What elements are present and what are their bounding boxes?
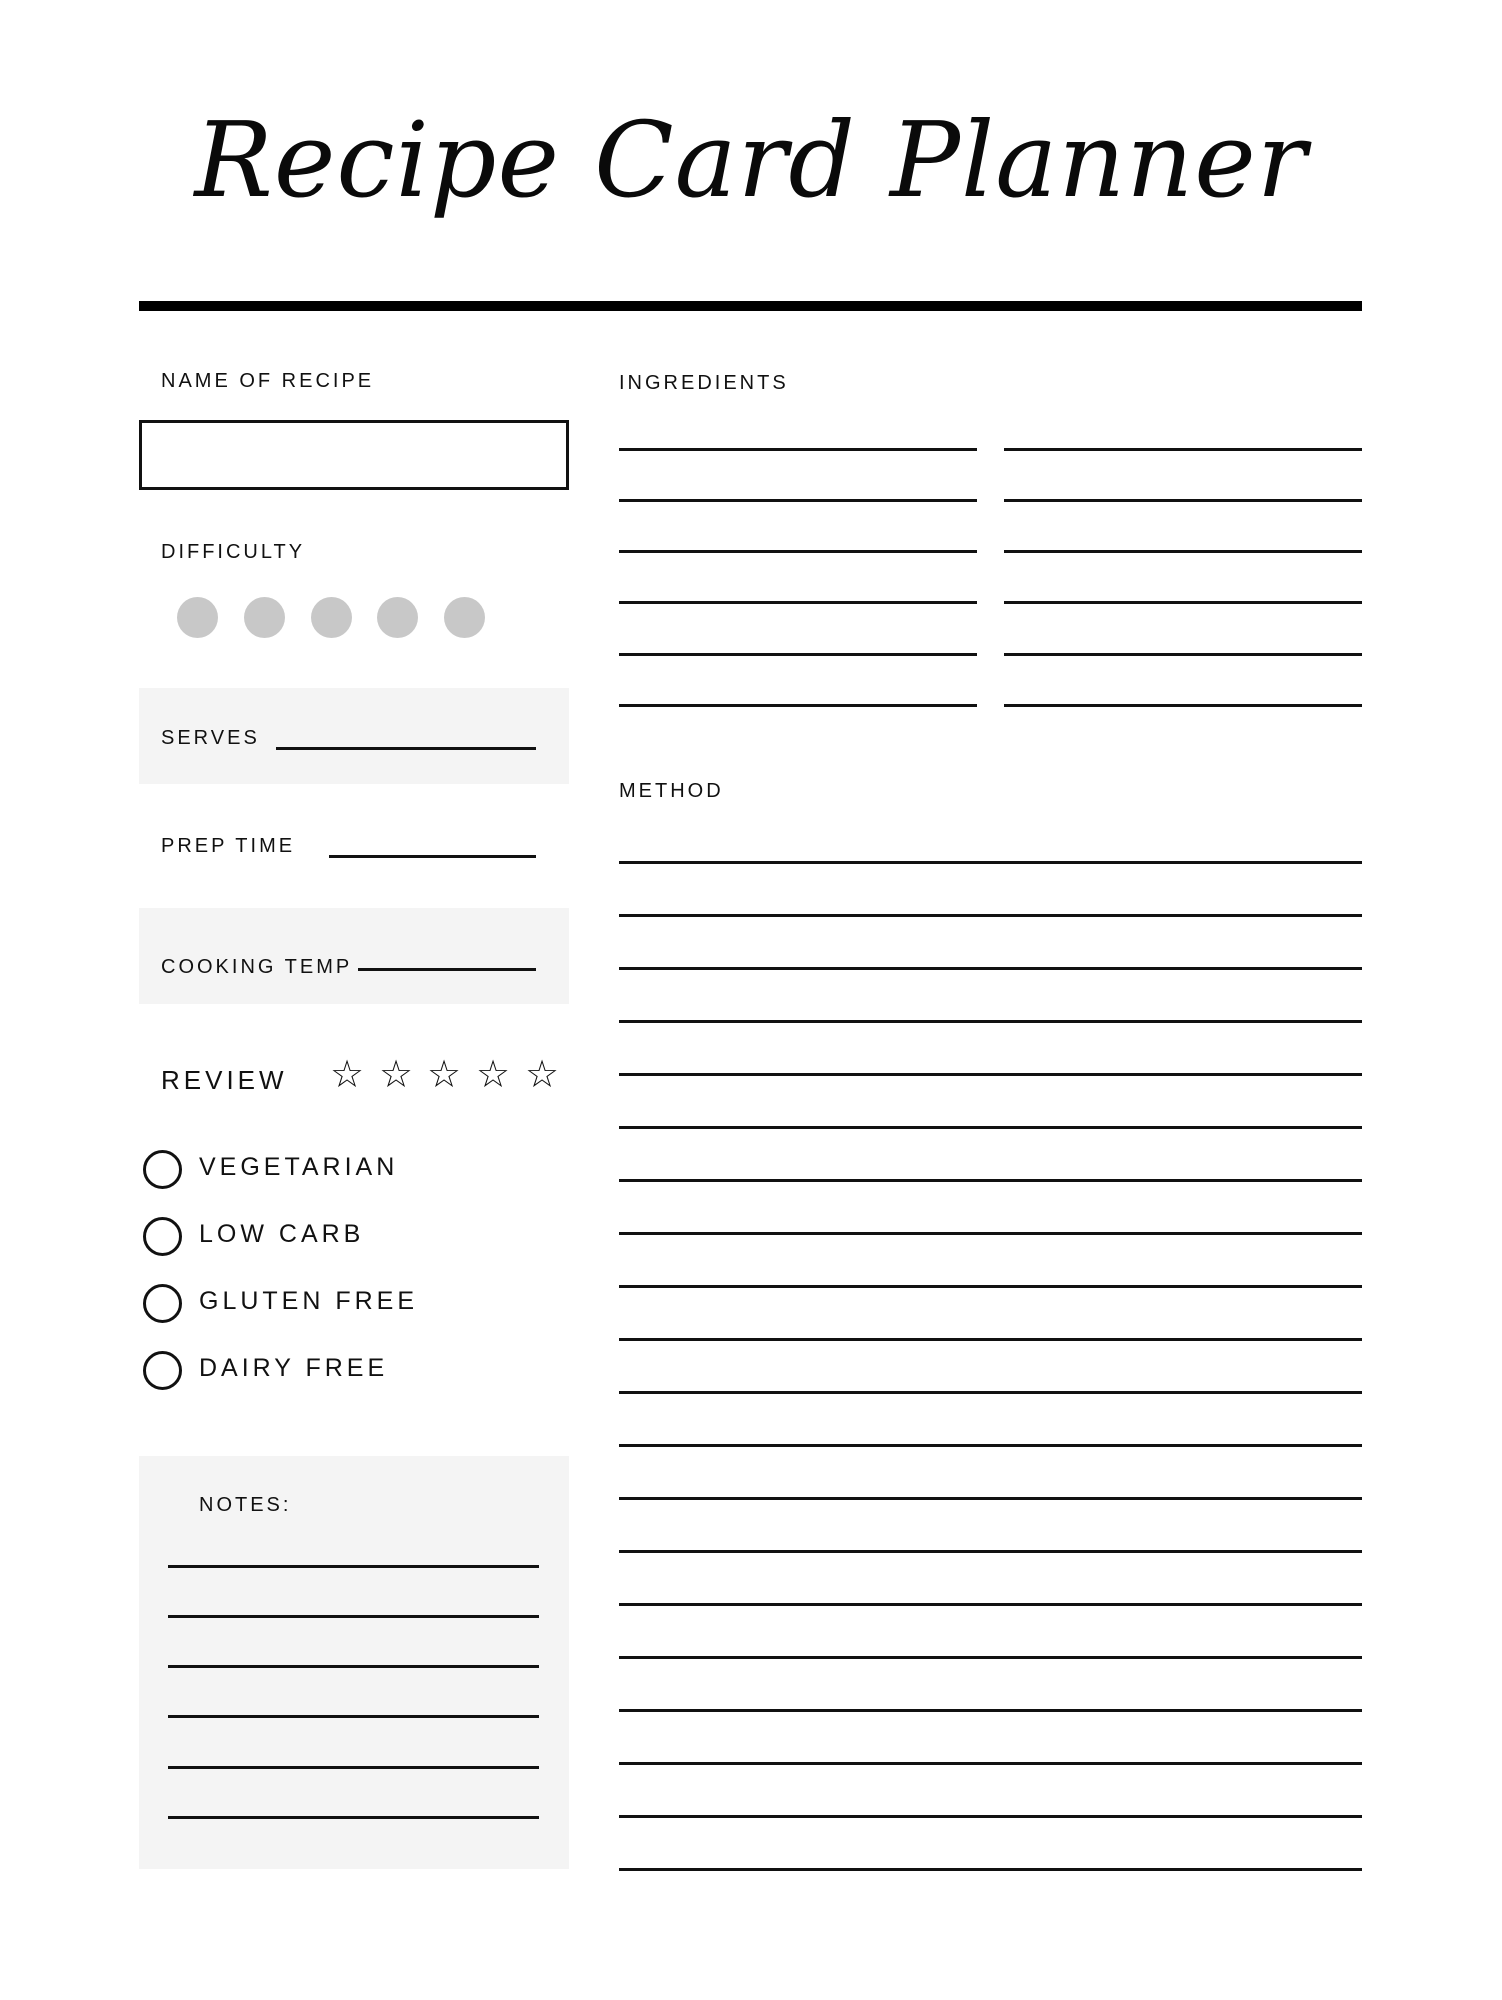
method-line[interactable] (619, 1391, 1362, 1394)
difficulty-dot-5[interactable] (444, 597, 485, 638)
method-line[interactable] (619, 1497, 1362, 1500)
prep-time-line[interactable] (329, 855, 536, 858)
ingredient-line[interactable] (1004, 448, 1362, 451)
method-line[interactable] (619, 1656, 1362, 1659)
difficulty-dot-4[interactable] (377, 597, 418, 638)
vegetarian-label: VEGETARIAN (199, 1153, 399, 1181)
method-line[interactable] (619, 1020, 1362, 1023)
method-line[interactable] (619, 1179, 1362, 1182)
method-line[interactable] (619, 1338, 1362, 1341)
method-line[interactable] (619, 1550, 1362, 1553)
vegetarian-checkbox[interactable] (143, 1150, 182, 1189)
ingredient-line[interactable] (619, 448, 977, 451)
page-title: Recipe Card Planner (194, 99, 1308, 221)
ingredient-line[interactable] (619, 653, 977, 656)
recipe-name-field[interactable] (139, 420, 569, 490)
ingredient-line[interactable] (619, 550, 977, 553)
star-icon[interactable]: ☆ (476, 1054, 511, 1096)
difficulty-dot-3[interactable] (311, 597, 352, 638)
dairy-free-label: DAIRY FREE (199, 1354, 389, 1382)
recipe-name-label: NAME OF RECIPE (161, 370, 375, 392)
ingredient-line[interactable] (1004, 704, 1362, 707)
notes-line[interactable] (168, 1565, 539, 1568)
star-icon[interactable]: ☆ (379, 1054, 414, 1096)
method-line[interactable] (619, 1709, 1362, 1712)
ingredient-line[interactable] (619, 499, 977, 502)
ingredient-line[interactable] (1004, 601, 1362, 604)
ingredient-line[interactable] (1004, 550, 1362, 553)
difficulty-dot-1[interactable] (177, 597, 218, 638)
low-carb-label: LOW CARB (199, 1220, 365, 1248)
star-icon[interactable]: ☆ (427, 1054, 462, 1096)
method-line[interactable] (619, 1815, 1362, 1818)
method-line[interactable] (619, 1126, 1362, 1129)
method-line[interactable] (619, 1603, 1362, 1606)
serves-line[interactable] (276, 747, 536, 750)
method-line[interactable] (619, 914, 1362, 917)
serves-label: SERVES (161, 727, 260, 749)
star-icon[interactable]: ☆ (525, 1054, 560, 1096)
method-line[interactable] (619, 1285, 1362, 1288)
notes-line[interactable] (168, 1615, 539, 1618)
notes-label: NOTES: (199, 1494, 292, 1516)
notes-panel (139, 1456, 569, 1869)
notes-line[interactable] (168, 1766, 539, 1769)
dairy-free-checkbox[interactable] (143, 1351, 182, 1390)
method-line[interactable] (619, 1444, 1362, 1447)
ingredient-line[interactable] (619, 704, 977, 707)
method-line[interactable] (619, 861, 1362, 864)
difficulty-dot-2[interactable] (244, 597, 285, 638)
notes-line[interactable] (168, 1715, 539, 1718)
star-icon[interactable]: ☆ (330, 1054, 365, 1096)
gluten-free-label: GLUTEN FREE (199, 1287, 419, 1315)
low-carb-checkbox[interactable] (143, 1217, 182, 1256)
gluten-free-checkbox[interactable] (143, 1284, 182, 1323)
method-line[interactable] (619, 967, 1362, 970)
method-line[interactable] (619, 1868, 1362, 1871)
method-line[interactable] (619, 1762, 1362, 1765)
title-divider (139, 301, 1362, 311)
cooking-temp-label: COOKING TEMP (161, 956, 353, 978)
review-label: REVIEW (161, 1065, 288, 1095)
method-line[interactable] (619, 1232, 1362, 1235)
method-label: METHOD (619, 780, 724, 802)
difficulty-label: DIFFICULTY (161, 541, 306, 563)
ingredient-line[interactable] (619, 601, 977, 604)
method-line[interactable] (619, 1073, 1362, 1076)
prep-time-label: PREP TIME (161, 835, 296, 857)
ingredients-label: INGREDIENTS (619, 372, 789, 394)
ingredient-line[interactable] (1004, 653, 1362, 656)
ingredient-line[interactable] (1004, 499, 1362, 502)
notes-line[interactable] (168, 1816, 539, 1819)
notes-line[interactable] (168, 1665, 539, 1668)
cooking-temp-line[interactable] (358, 968, 536, 971)
